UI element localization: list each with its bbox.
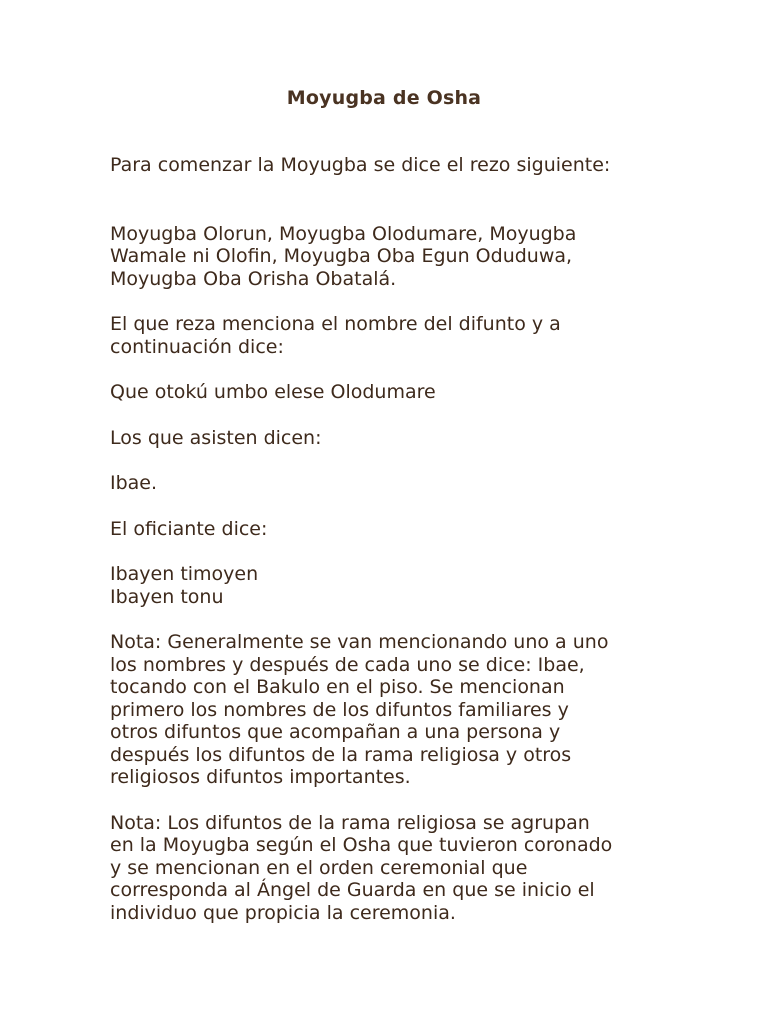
text-line: Nota: Generalmente se van mencionando uno a uno — [110, 631, 609, 653]
paragraph-response — [110, 472, 670, 495]
document-body — [110, 154, 670, 924]
spacer — [110, 290, 670, 313]
text-line: corresponda al Ángel de Guarda en que se inicio el — [110, 879, 595, 901]
text-line: primero los nombres de los difuntos familiares y — [110, 698, 569, 721]
paragraph-instruction — [110, 313, 670, 358]
spacer — [110, 358, 670, 381]
text-line: El oficiante dice: — [110, 517, 268, 540]
spacer — [110, 404, 670, 427]
paragraph-attendees — [110, 427, 670, 450]
spacer — [110, 449, 670, 472]
paragraph-ibayen — [110, 563, 670, 608]
text-line: Para comenzar la Moyugba se dice el rezo siguiente: — [110, 154, 611, 176]
text-line: Nota: Los difuntos de la rama religiosa se agrupan — [110, 811, 590, 834]
text-line: Wamale ni Olofin, Moyugba Oba Egun Oduduwa, — [110, 245, 573, 267]
paragraph-prayer — [110, 223, 670, 291]
text-line: después los difuntos de la rama religiosa y otros — [110, 743, 572, 766]
paragraph-intro — [110, 154, 670, 177]
paragraph-note-1 — [110, 631, 670, 789]
text-line: Ibayen timoyen — [110, 563, 259, 585]
text-line: Ibayen tonu — [110, 585, 224, 608]
text-line: tocando con el Bakulo en el piso. Se mencionan — [110, 676, 565, 698]
text-line: los nombres y después de cada uno se dice: Ibae, — [110, 653, 585, 676]
spacer — [110, 540, 670, 563]
text-line: otros difuntos que acompañan a una persona y — [110, 721, 561, 743]
paragraph-officiant — [110, 518, 670, 541]
text-line: Moyugba Olorun, Moyugba Olodumare, Moyugba — [110, 222, 577, 245]
text-line: Que otokú umbo elese Olodumare — [110, 381, 436, 403]
text-line: Los que asisten dicen: — [110, 426, 322, 449]
text-line: Moyugba Oba Orisha Obatalá. — [110, 267, 397, 290]
spacer — [110, 495, 670, 518]
text-line: y se mencionan en el orden ceremonial que — [110, 856, 528, 879]
text-line: religiosos difuntos importantes. — [110, 766, 411, 788]
paragraph-chant — [110, 381, 670, 404]
paragraph-note-2 — [110, 812, 670, 925]
text-line: continuación dice: — [110, 335, 284, 358]
spacer — [110, 177, 670, 223]
text-line: El que reza menciona el nombre del difunto y a — [110, 313, 561, 335]
text-line: Ibae. — [110, 472, 158, 494]
spacer — [110, 608, 670, 631]
spacer — [110, 789, 670, 812]
page-title: Moyugba de Osha — [286, 87, 482, 109]
text-line: individuo que propicia la ceremonia. — [110, 901, 456, 924]
text-line: en la Moyugba según el Osha que tuvieron coronado — [110, 834, 613, 856]
